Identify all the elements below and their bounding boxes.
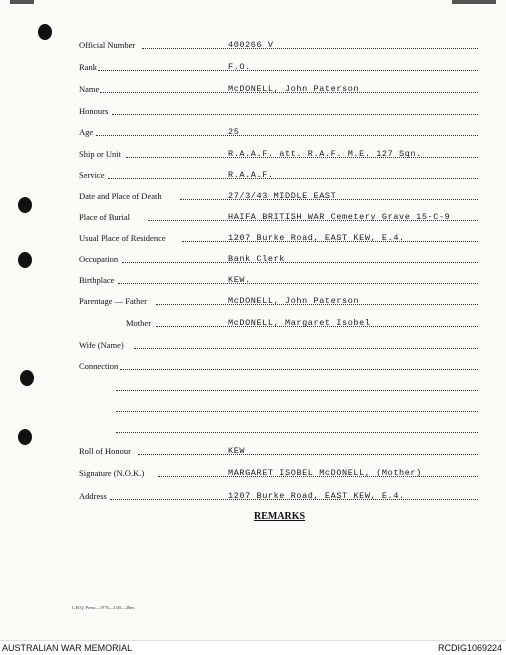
burial-value: HAIFA BRITISH WAR Cemetery Grave 15-C-9 xyxy=(228,212,451,222)
signature-label: Signature (N.O.K.) xyxy=(79,468,145,478)
ship-or-unit-value: R.A.A.F. att. R.A.F. M.E. 127 Sqn. xyxy=(228,149,422,159)
service-row xyxy=(0,170,506,184)
death-label: Date and Place of Death xyxy=(79,191,162,201)
address-row xyxy=(0,491,506,505)
connection-line xyxy=(0,403,506,417)
burial-label: Place of Burial xyxy=(79,212,130,222)
residence-value: 1207 Burke Road, EAST KEW, E.4. xyxy=(228,233,405,243)
official-number-value: 400266 V xyxy=(228,40,274,50)
connection-line xyxy=(0,382,506,396)
scan-mark xyxy=(10,0,34,4)
occupation-row xyxy=(0,254,506,268)
occupation-label: Occupation xyxy=(79,254,119,264)
ship-or-unit-label: Ship or Unit xyxy=(79,149,122,159)
signature-row xyxy=(0,468,506,482)
father-value: McDONELL, John Paterson xyxy=(228,296,360,306)
connection-label: Connection xyxy=(79,361,119,371)
name-label: Name xyxy=(79,84,100,94)
remarks-heading: REMARKS xyxy=(254,511,306,522)
death-row xyxy=(0,191,506,205)
scan-mark xyxy=(452,0,496,4)
birthplace-value: KEW. xyxy=(228,275,251,285)
wife-label: Wife (Name) xyxy=(79,340,124,350)
mother-value: McDONELL, Margaret Isobel xyxy=(228,318,371,328)
roll-of-honour-value: KEW xyxy=(228,446,246,456)
service-label: Service xyxy=(79,170,105,180)
death-value: 27/3/43 MIDDLE EAST xyxy=(228,191,337,201)
mother-label: Mother xyxy=(126,318,152,328)
archive-footer xyxy=(0,640,506,655)
punch-hole xyxy=(38,24,52,40)
connection-line xyxy=(0,424,506,438)
residence-label: Usual Place of Residence xyxy=(79,233,166,243)
age-value: 25 xyxy=(228,127,240,137)
rank-value: F.O. xyxy=(228,62,251,72)
occupation-value: Bank Clerk xyxy=(228,254,286,264)
official-number-row xyxy=(0,40,506,54)
connection-row xyxy=(0,361,506,375)
official-number-label: Official Number xyxy=(79,40,136,50)
birthplace-row xyxy=(0,275,506,289)
honours-label: Honours xyxy=(79,106,109,116)
rank-label: Rank xyxy=(79,62,97,72)
residence-row xyxy=(0,233,506,247)
signature-value: MARGARET ISOBEL McDONELL, (Mother) xyxy=(228,468,422,478)
father-row xyxy=(0,296,506,310)
age-label: Age xyxy=(79,127,94,137)
wife-row xyxy=(0,340,506,354)
age-row xyxy=(0,127,506,141)
mother-row xyxy=(0,318,506,332)
address-value: 1207 Burke Road, EAST KEW, E.4. xyxy=(228,491,405,501)
name-row xyxy=(0,84,506,98)
service-value: R.A.A.F. xyxy=(228,170,274,180)
ship-or-unit-row xyxy=(0,149,506,163)
father-label: Parentage — Father xyxy=(79,296,147,306)
address-label: Address xyxy=(79,491,107,501)
name-value: McDONELL, John Paterson xyxy=(228,84,360,94)
printer-footnote: L.H.Q. Press—1976—1/45—20m. xyxy=(72,605,135,610)
burial-row xyxy=(0,212,506,226)
roll-of-honour-row xyxy=(0,446,506,460)
archive-name: AUSTRALIAN WAR MEMORIAL xyxy=(2,643,133,653)
roll-of-honour-label: Roll of Honour xyxy=(79,446,131,456)
rank-row xyxy=(0,62,506,76)
archive-id: RCDIG1069224 xyxy=(437,643,502,653)
birthplace-label: Birthplace xyxy=(79,275,115,285)
honours-row xyxy=(0,106,506,120)
